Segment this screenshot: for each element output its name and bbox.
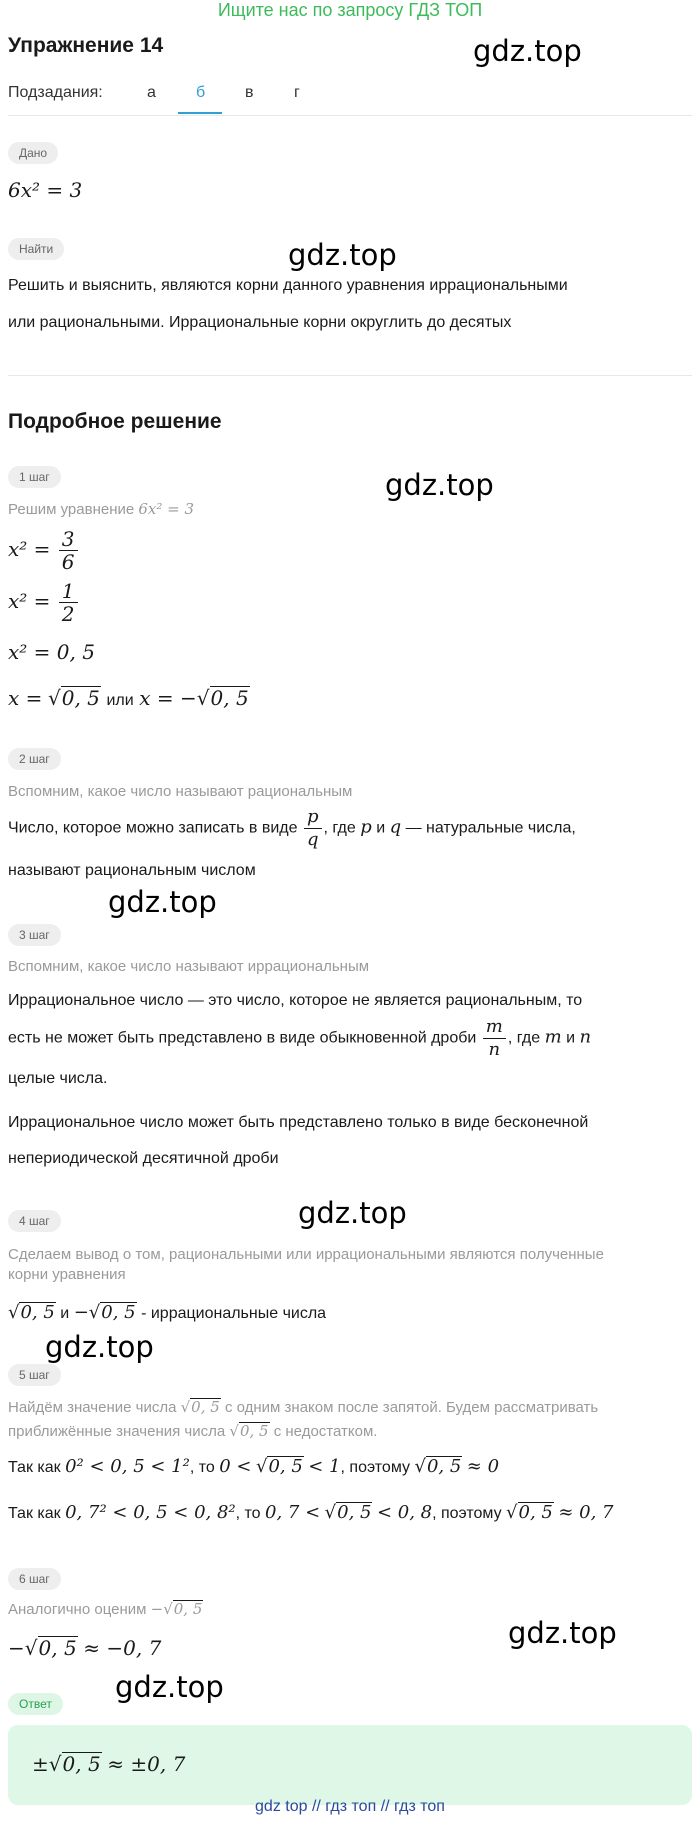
step-1-line-4: x = √0, 5 или x = −√0, 5 <box>8 686 249 710</box>
step-5-caption-2: приближённые значения числа √0, 5 с недостатком. <box>8 1422 378 1440</box>
tab-v[interactable]: в <box>245 84 254 101</box>
step-2-badge: 2 шаг <box>8 748 61 770</box>
active-tab-indicator <box>178 112 222 114</box>
footer-links[interactable]: gdz top // гдз топ // гдз топ <box>255 1798 445 1815</box>
given-badge: Дано <box>8 142 58 164</box>
watermark: gdz.top <box>115 1670 224 1704</box>
watermark: gdz.top <box>108 885 217 919</box>
step-1-line-3: x² = 0, 5 <box>8 640 95 664</box>
watermark: gdz.top <box>298 1196 407 1230</box>
step-3-line-2: есть не может быть представлено в виде обыкновенной дроби $\frac{m}{n}$ , где m и n <box>8 1016 592 1060</box>
step-1-badge: 1 шаг <box>8 466 61 488</box>
step-6-caption: Аналогично оценим −√0, 5 <box>8 1600 203 1618</box>
step-3-line-4: Иррациональное число может быть представлено только в виде бесконечной <box>8 1114 589 1131</box>
step-5-caption-1: Найдём значение числа √0, 5 с одним знаком после запятой. Будем рассматривать <box>8 1398 599 1416</box>
step-5-line-1: Так как 0² < 0, 5 < 1², то 0 < √0, 5 < 1, поэтому √0, 5 ≈ 0 <box>8 1456 500 1477</box>
watermark: gdz.top <box>288 238 397 272</box>
step-4-badge: 4 шаг <box>8 1210 61 1232</box>
step-2-caption: Вспомним, какое число называют рациональным <box>8 783 353 800</box>
step-4-line: √0, 5 и −√0, 5 - иррациональные числа <box>8 1302 327 1323</box>
step-2-line-1: Число, которое можно записать в виде $\frac{p}{q}$ , где p и q — натуральные числа, <box>8 806 576 850</box>
step-4-caption-2: корни уравнения <box>8 1266 126 1283</box>
page-title: Упражнение 14 <box>8 34 164 57</box>
step-4-caption-1: Сделаем вывод о том, рациональными или иррациональными являются полученные <box>8 1246 604 1263</box>
divider <box>8 375 692 376</box>
step-3-badge: 3 шаг <box>8 924 61 946</box>
find-badge: Найти <box>8 238 64 260</box>
solution-title: Подробное решение <box>8 410 222 433</box>
watermark: gdz.top <box>473 34 582 68</box>
given-equation: 6x² = 3 <box>8 178 83 202</box>
watermark: gdz.top <box>385 468 494 502</box>
tab-g[interactable]: г <box>294 84 300 101</box>
divider <box>8 115 692 116</box>
step-1-line-2: x² = $\frac{1}{2}$ <box>8 580 80 625</box>
step-1-line-1: x² = $\frac{3}{6}$ <box>8 528 80 573</box>
tab-a[interactable]: а <box>147 84 156 101</box>
step-6-line: −√0, 5 ≈ −0, 7 <box>8 1636 162 1660</box>
find-text-line2: или рациональными. Иррациональные корни округлить до десятых <box>8 314 512 331</box>
step-3-line-1: Иррациональное число — это число, которое не является рациональным, то <box>8 992 583 1009</box>
step-5-badge: 5 шаг <box>8 1364 61 1386</box>
step-1-caption: Решим уравнение 6x² = 3 <box>8 500 195 518</box>
answer-value: ±√0, 5 ≈ ±0, 7 <box>32 1752 186 1776</box>
step-3-line-3: целые числа. <box>8 1070 108 1087</box>
fraction: $\frac{3}{6}$ <box>59 528 78 573</box>
tab-b[interactable]: б <box>196 84 206 101</box>
step-6-badge: 6 шаг <box>8 1568 61 1590</box>
step-3-line-5: непериодической десятичной дроби <box>8 1150 279 1167</box>
step-3-caption: Вспомним, какое число называют иррациональным <box>8 958 370 975</box>
search-banner: Ищите нас по запросу ГДЗ ТОП <box>217 0 483 20</box>
step-5-line-2: Так как 0, 7² < 0, 5 < 0, 8², то 0, 7 < √0, 5 < 0, 8, поэтому √0, 5 ≈ 0, 7 <box>8 1502 614 1523</box>
fraction: $\frac{1}{2}$ <box>59 580 78 625</box>
step-2-line-2: называют рациональным числом <box>8 862 256 879</box>
watermark: gdz.top <box>508 1616 617 1650</box>
answer-badge: Ответ <box>8 1693 63 1715</box>
watermark: gdz.top <box>45 1330 154 1364</box>
subtasks-label: Подзадания: <box>8 84 103 101</box>
find-text-line1: Решить и выяснить, являются корни данного уравнения иррациональными <box>8 277 568 294</box>
